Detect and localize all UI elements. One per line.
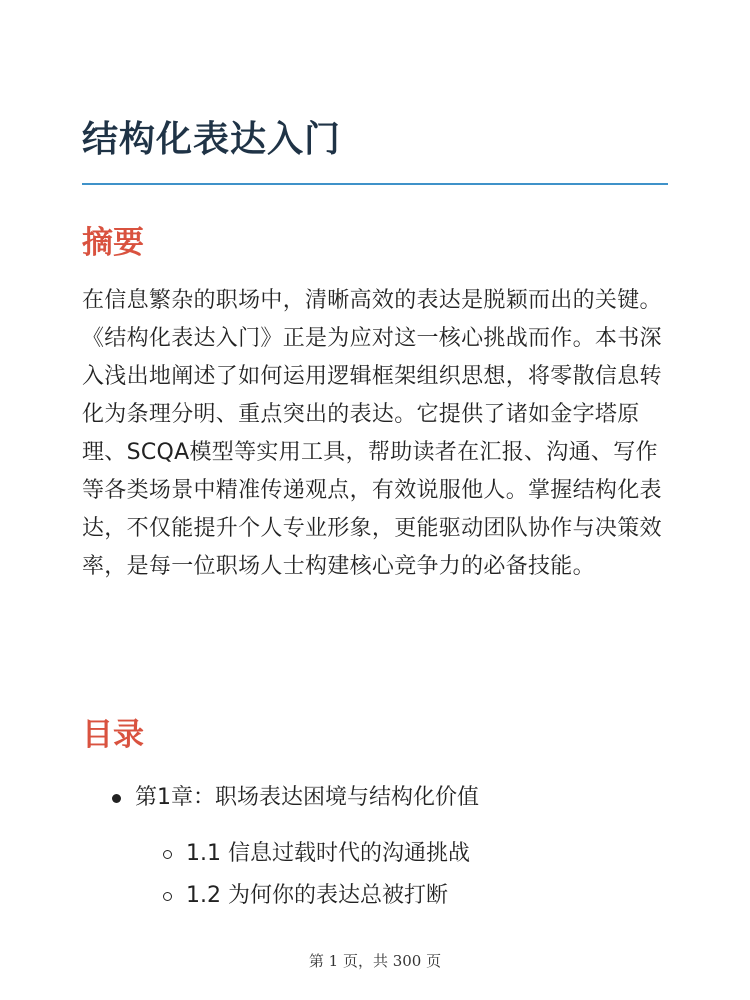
- toc-section-1-1: [163, 836, 470, 872]
- bullet-disc-icon: [112, 794, 121, 803]
- toc-section-label: 1.2 为何你的表达总被打断: [186, 883, 448, 908]
- document-title: 结构化表达入门: [82, 119, 342, 160]
- bullet-circle-icon: [163, 892, 172, 901]
- toc-chapter-label: 第1章：职场表达困境与结构化价值: [135, 785, 479, 810]
- title-divider: [82, 183, 668, 185]
- page-footer: 第 1 页，共 300 页: [308, 952, 442, 970]
- abstract-body: 在信息繁杂的职场中，清晰高效的表达是脱颖而出的关键。《结构化表达入门》正是为应对这一核心挑战而作。本书深入浅出地阐述了如何运用逻辑框架组织思想，将零散信息转化为条理分明、重点突出的表达。它提供了诸如金字塔原理、SCQA模型等实用工具，帮助读者在汇报、沟通、写作等各类场景中精准传递观点，有效说服他人。掌握结构化表达，不仅能提升个人专业形象，更能驱动团队协作与决策效率，是每一位职场人士构建核心竞争力的必备技能。: [82, 288, 662, 579]
- toc-heading: 目录: [82, 717, 144, 753]
- toc-section-1-2: [163, 878, 448, 914]
- bullet-circle-icon: [163, 850, 172, 859]
- abstract-heading: 摘要: [82, 225, 144, 261]
- toc-chapter-1: [112, 780, 479, 816]
- toc-section-label: 1.1 信息过载时代的沟通挑战: [186, 841, 470, 866]
